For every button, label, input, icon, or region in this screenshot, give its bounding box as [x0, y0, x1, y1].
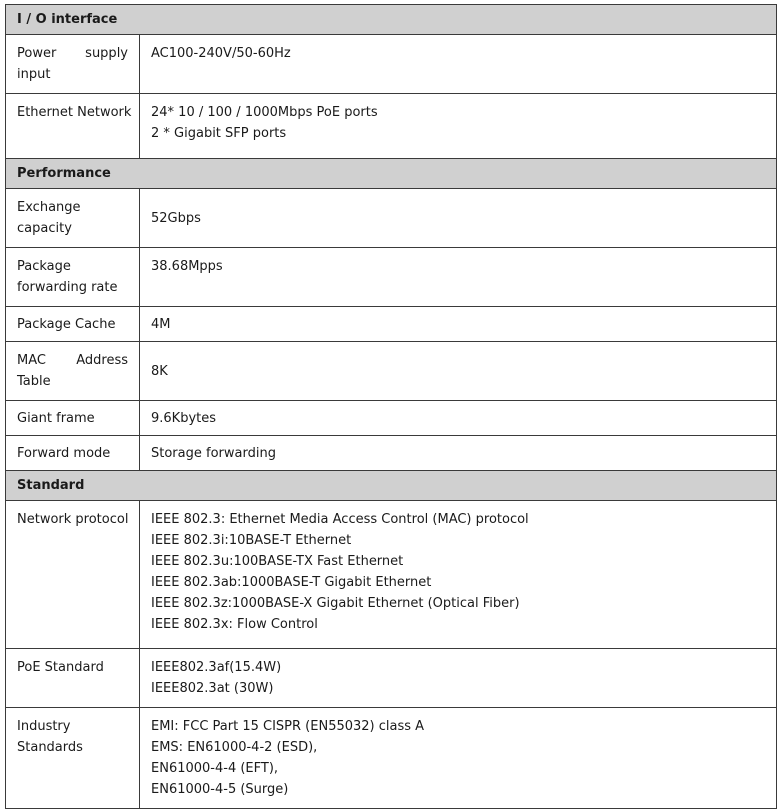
value-line: Storage forwarding [151, 445, 276, 461]
value-line: EN61000-4-5 (Surge) [151, 782, 289, 797]
label-line: Power supply [17, 46, 128, 61]
label-line: Table [17, 374, 51, 389]
value-line: IEEE802.3af(15.4W) [151, 660, 282, 675]
value-line: 9.6Kbytes [151, 410, 217, 426]
row-label [6, 189, 140, 248]
spec-table [5, 4, 777, 809]
value-line: 4M [151, 316, 171, 332]
section-header-row [6, 159, 777, 189]
row-value [140, 248, 777, 307]
section-title-standard: Standard [6, 471, 777, 501]
row-value [140, 189, 777, 248]
row-value [140, 35, 777, 94]
value-line: IEEE 802.3u:100BASE-TX Fast Ethernet [151, 554, 404, 569]
label-line: Network protocol [17, 512, 129, 527]
value-line: 24* 10 / 100 / 1000Mbps PoE ports [151, 105, 378, 120]
row-value [140, 94, 777, 159]
row-value [140, 401, 777, 436]
label-line: PoE Standard [17, 660, 104, 675]
row-label [6, 501, 140, 649]
label-line: MAC Address [17, 353, 128, 368]
label-line: forwarding rate [17, 280, 118, 295]
value-line: 38.68Mpps [151, 259, 223, 274]
label-line: Exchange [17, 200, 81, 215]
row-label [6, 401, 140, 436]
value-line: EMS: EN61000-4-2 (ESD), [151, 740, 318, 755]
row-value [140, 708, 777, 809]
table-row [6, 436, 777, 471]
value-line: IEEE 802.3: Ethernet Media Access Control (MAC) protocol [151, 512, 529, 527]
value-line: 8K [151, 363, 168, 379]
row-label [6, 35, 140, 94]
table-row [6, 342, 777, 401]
table-row [6, 189, 777, 248]
label-line: input [17, 67, 51, 82]
section-header-row [6, 5, 777, 35]
value-line: 52Gbps [151, 210, 201, 226]
value-line: EN61000-4-4 (EFT), [151, 761, 279, 776]
value-line: IEEE 802.3z:1000BASE-X Gigabit Ethernet (Optical Fiber) [151, 596, 520, 611]
value-line: 2 * Gigabit SFP ports [151, 126, 287, 141]
table-row [6, 248, 777, 307]
table-row [6, 401, 777, 436]
row-value [140, 436, 777, 471]
label-line: Forward mode [17, 445, 111, 461]
row-label [6, 708, 140, 809]
value-line: IEEE 802.3i:10BASE-T Ethernet [151, 533, 352, 548]
value-line: AC100-240V/50-60Hz [151, 46, 291, 61]
table-row [6, 35, 777, 94]
row-value [140, 307, 777, 342]
value-line: IEEE802.3at (30W) [151, 681, 274, 696]
row-label [6, 307, 140, 342]
row-value [140, 342, 777, 401]
value-line: IEEE 802.3ab:1000BASE-T Gigabit Ethernet [151, 575, 432, 590]
label-line: Package Cache [17, 316, 116, 332]
label-line: Giant frame [17, 410, 95, 426]
section-title-io: I / O interface [6, 5, 777, 35]
value-line: EMI: FCC Part 15 CISPR (EN55032) class A [151, 719, 425, 734]
section-title-performance: Performance [6, 159, 777, 189]
label-line: Package [17, 259, 71, 274]
row-value [140, 649, 777, 708]
row-label [6, 94, 140, 159]
table-row [6, 307, 777, 342]
row-label [6, 649, 140, 708]
row-value [140, 501, 777, 649]
table-row [6, 649, 777, 708]
row-label [6, 342, 140, 401]
section-header-row [6, 471, 777, 501]
table-row [6, 708, 777, 809]
label-line: Industry [17, 719, 71, 734]
label-line: Standards [17, 740, 83, 755]
label-line: capacity [17, 221, 72, 236]
table-row [6, 94, 777, 159]
label-line: Ethernet Network [17, 105, 132, 120]
row-label [6, 248, 140, 307]
value-line: IEEE 802.3x: Flow Control [151, 617, 318, 632]
row-label [6, 436, 140, 471]
table-row [6, 501, 777, 649]
